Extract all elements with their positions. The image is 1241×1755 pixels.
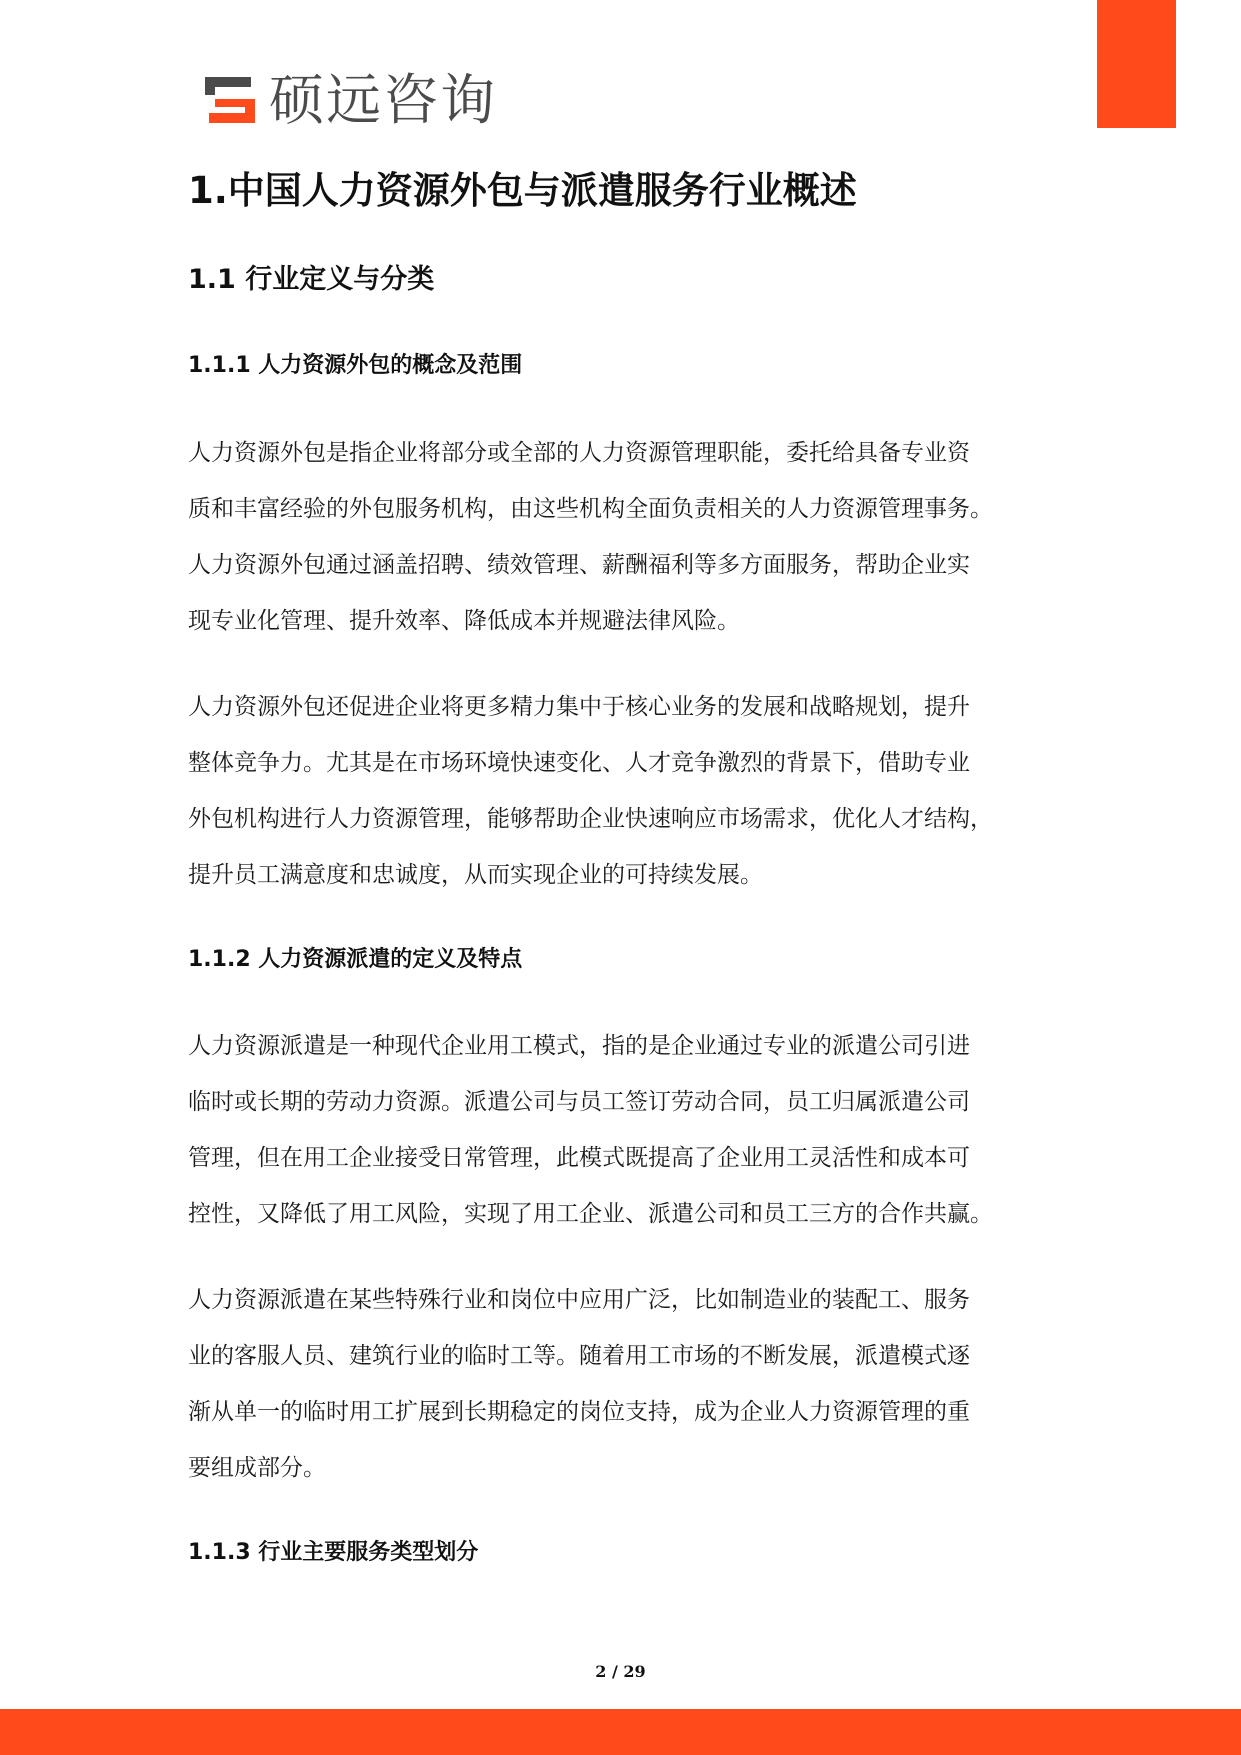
section-title: 1.1 行业定义与分类 [188,264,435,295]
brand-logo [201,70,497,130]
top-accent-block [1097,0,1176,128]
subsection-title-outsourcing: 1.1.1 人力资源外包的概念及范围 [188,353,523,378]
text-line: 人力资源外包还促进企业将更多精力集中于核心业务的发展和战略规划，提升 [188,694,970,720]
text-line: 外包机构进行人力资源管理，能够帮助企业快速响应市场需求，优化人才结构， [188,806,993,832]
paragraph-outsourcing-definition [188,425,1058,649]
text-line: 控性，又降低了用工风险，实现了用工企业、派遣公司和员工三方的合作共赢。 [188,1201,993,1227]
logo-mark-icon [201,71,259,129]
bottom-accent-bar [0,1709,1241,1755]
page-number: 2 / 29 [595,1662,646,1681]
text-line: 渐从单一的临时用工扩展到长期稳定的岗位支持，成为企业人力资源管理的重 [188,1399,970,1425]
text-line: 人力资源派遣是一种现代企业用工模式，指的是企业通过专业的派遣公司引进 [188,1033,970,1059]
text-line: 质和丰富经验的外包服务机构，由这些机构全面负责相关的人力资源管理事务。 [188,496,993,522]
text-line: 人力资源外包通过涵盖招聘、绩效管理、薪酬福利等多方面服务，帮助企业实 [188,552,970,578]
text-line: 现专业化管理、提升效率、降低成本并规避法律风险。 [188,608,740,634]
paragraph-dispatch-definition [188,1018,1058,1242]
text-line: 要组成部分。 [188,1455,326,1481]
subsection-title-dispatch: 1.1.2 人力资源派遣的定义及特点 [188,947,523,972]
text-line: 人力资源派遣在某些特殊行业和岗位中应用广泛，比如制造业的装配工、服务 [188,1287,970,1313]
text-line: 整体竞争力。尤其是在市场环境快速变化、人才竞争激烈的背景下，借助专业 [188,750,970,776]
logo-text: 硕远咨询 [269,68,498,132]
text-line: 人力资源外包是指企业将部分或全部的人力资源管理职能，委托给具备专业资 [188,440,970,466]
text-line: 管理，但在用工企业接受日常管理，此模式既提高了企业用工灵活性和成本可 [188,1145,970,1171]
chapter-title: 1.中国人力资源外包与派遣服务行业概述 [188,169,857,212]
text-line: 提升员工满意度和忠诚度，从而实现企业的可持续发展。 [188,862,763,888]
paragraph-outsourcing-benefits [188,679,1058,903]
subsection-title-service-types: 1.1.3 行业主要服务类型划分 [188,1540,479,1565]
paragraph-dispatch-applications [188,1272,1058,1496]
text-line: 业的客服人员、建筑行业的临时工等。随着用工市场的不断发展，派遣模式逐 [188,1343,970,1369]
text-line: 临时或长期的劳动力资源。派遣公司与员工签订劳动合同，员工归属派遣公司 [188,1089,970,1115]
